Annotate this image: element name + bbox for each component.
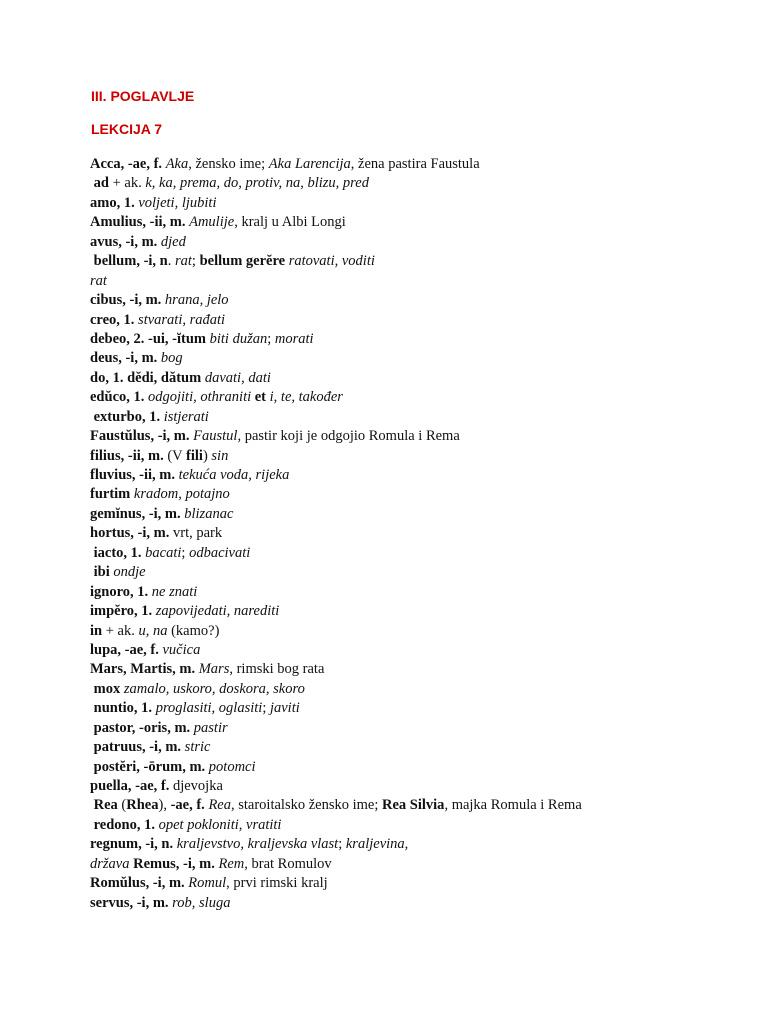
vocabulary-line — [90, 641, 730, 660]
vocabulary-line — [90, 855, 730, 874]
entry-term: cibus, -i, m. — [90, 292, 165, 309]
entry-term: regnum, -i, n. — [90, 836, 177, 853]
entry-meaning: Amulije — [189, 214, 235, 231]
vocabulary-line — [90, 369, 730, 388]
vocabulary-line — [90, 563, 730, 582]
entry-meaning: Faustul — [193, 428, 238, 445]
entry-meaning: davati, dati — [204, 369, 271, 386]
entry-meaning: bacati — [145, 544, 182, 561]
entry-meaning: kraljevstvo, kraljevska vlast — [176, 836, 339, 853]
entry-meaning: ratovati, voditi — [288, 253, 375, 270]
vocabulary-line — [90, 174, 730, 193]
entry-term: do, 1. dĕdi, dătum — [90, 369, 202, 386]
entry-term: servus, -i, m. — [90, 894, 173, 911]
entry-term: Rea — [90, 797, 118, 814]
entry-meaning: djed — [160, 233, 186, 250]
entry-term: filius, -ii, m. — [90, 447, 164, 464]
vocabulary-line — [90, 466, 730, 485]
vocabulary-line — [90, 388, 730, 407]
entry-term: postĕri, -ōrum, m. — [90, 758, 209, 775]
entry-meaning: kradom, potajno — [133, 486, 230, 503]
entry-meaning: proglasiti, oglasiti — [155, 700, 263, 717]
entry-term: in — [90, 622, 103, 639]
entry-meaning: Aka — [165, 156, 189, 172]
entry-meaning: zamalo, uskoro, doskora, skoro — [123, 680, 305, 697]
entry-meaning: potomci — [208, 758, 256, 775]
entry-term: edŭco, 1. — [90, 389, 148, 406]
entry-term: fili — [186, 447, 203, 464]
entry-text: , majka Romula i Rema — [444, 797, 582, 814]
vocabulary-line — [90, 213, 730, 232]
entry-text: + ak. — [102, 622, 139, 639]
entry-term: amo, 1. — [90, 194, 139, 211]
entry-meaning: morati — [274, 330, 314, 347]
entry-text: (kamo?) — [167, 622, 220, 639]
entry-term: puella, -ae, f. — [90, 778, 173, 794]
entry-term: lupa, -ae, f. — [90, 641, 163, 658]
entry-term: Acca, -ae, f. — [90, 156, 166, 172]
entry-term: pastor, -oris, m. — [90, 719, 194, 736]
entry-meaning: u, na — [138, 622, 168, 639]
entry-meaning: voljeti, ljubiti — [138, 194, 217, 211]
entry-term: Romŭlus, -i, m. — [90, 875, 189, 892]
entry-term: fluvius, -ii, m. — [90, 467, 179, 483]
entry-meaning: stric — [184, 739, 211, 756]
vocabulary-line — [90, 155, 730, 174]
entry-term: furtim — [90, 486, 131, 503]
entry-text: ( — [117, 797, 127, 814]
lesson-heading: LEKCIJA 7 — [91, 121, 163, 137]
entry-meaning: rat — [175, 253, 192, 270]
entry-term: mox — [90, 680, 121, 697]
entry-text: vrt, park — [172, 525, 223, 542]
vocabulary-line — [90, 311, 730, 330]
vocabulary-line — [90, 680, 730, 699]
entry-term: gemĭnus, -i, m. — [90, 505, 185, 522]
entry-meaning: k, ka, prema, do, protiv, na, blizu, pred — [145, 175, 369, 192]
entry-text: ; — [191, 253, 200, 270]
entry-term: redono, 1. — [90, 816, 159, 833]
entry-meaning: tekuća voda, rijeka — [178, 467, 290, 483]
entry-text: . — [167, 253, 175, 270]
entry-meaning: istjerati — [163, 408, 209, 425]
entry-text: , rimski bog rata — [229, 661, 325, 678]
entry-text: ; — [338, 836, 346, 853]
entry-term: ad — [90, 175, 109, 192]
vocabulary-line — [90, 524, 730, 543]
entry-term: Faustŭlus, -i, m. — [90, 428, 194, 445]
entry-term: nuntio, 1. — [90, 700, 156, 717]
entry-meaning: država — [90, 855, 134, 872]
vocabulary-line — [90, 272, 730, 291]
vocabulary-line — [90, 447, 730, 466]
entry-term: Rea Silvia — [382, 797, 445, 814]
entry-term: Amulius, -ii, m. — [90, 214, 190, 231]
vocabulary-line — [90, 233, 730, 252]
vocabulary-line — [90, 874, 730, 893]
entry-term: debeo, 2. -ui, -ĭtum — [90, 330, 206, 347]
entry-meaning: odbacivati — [189, 544, 251, 561]
vocabulary-line — [90, 349, 730, 368]
vocabulary-line — [90, 505, 730, 524]
vocabulary-line — [90, 777, 730, 796]
entry-meaning: opet pokloniti, vratiti — [158, 816, 282, 833]
entry-term: avus, -i, m. — [90, 233, 161, 250]
vocabulary-line — [90, 894, 730, 913]
vocabulary-line — [90, 796, 730, 815]
vocabulary-line — [90, 660, 730, 679]
vocabulary-line — [90, 758, 730, 777]
entry-term: -ae, f. — [170, 797, 209, 814]
entry-text: ), — [158, 797, 171, 814]
entry-term: Remus, -i, m. — [133, 855, 219, 872]
vocabulary-line — [90, 602, 730, 621]
entry-term: deus, -i, m. — [90, 350, 161, 367]
entry-text: djevojka — [172, 778, 223, 794]
entry-text: , žena pastira Faustula — [350, 156, 480, 172]
entry-term: et — [254, 389, 267, 406]
vocabulary-line — [90, 699, 730, 718]
entry-meaning: pastir — [193, 719, 228, 736]
entry-text: ; — [181, 544, 190, 561]
vocabulary-line — [90, 194, 730, 213]
vocabulary-line — [90, 583, 730, 602]
entry-meaning: i, te, također — [269, 389, 343, 406]
entry-term: hortus, -i, m. — [90, 525, 173, 542]
entry-text: , brat Romulov — [244, 855, 332, 872]
entry-term: ignoro, 1. — [90, 583, 152, 600]
vocabulary-line — [90, 738, 730, 757]
entry-text: , staroitalsko žensko ime; — [230, 797, 382, 814]
entry-meaning: ondje — [113, 564, 146, 581]
entry-meaning: blizanac — [184, 505, 234, 522]
entry-term: iacto, 1. — [90, 544, 146, 561]
vocabulary-line — [90, 835, 730, 854]
entry-meaning: biti dužan — [209, 330, 268, 347]
entry-meaning: sin — [211, 447, 229, 464]
vocabulary-line — [90, 816, 730, 835]
entry-meaning: Rea — [208, 797, 231, 814]
vocabulary-line — [90, 427, 730, 446]
entry-term: bellum gerĕre — [199, 253, 286, 270]
chapter-heading: III. POGLAVLJE — [91, 88, 195, 104]
vocabulary-line — [90, 719, 730, 738]
entry-meaning: Romul — [188, 875, 227, 892]
entry-text: ; — [267, 330, 275, 347]
entry-term: exturbo, 1. — [90, 408, 164, 425]
entry-meaning: vučica — [162, 641, 201, 658]
vocabulary-line — [90, 408, 730, 427]
entry-text: , kralj u Albi Longi — [234, 214, 346, 231]
entry-term: Rhea — [126, 797, 159, 814]
entry-text: + ak. — [108, 175, 146, 192]
entry-meaning: stvarati, rađati — [138, 311, 226, 328]
entry-text: (V — [163, 447, 187, 464]
entry-term: Mars, Martis, m. — [90, 661, 199, 678]
entry-meaning: hrana, jelo — [164, 292, 229, 309]
vocabulary-line — [90, 291, 730, 310]
vocabulary-line — [90, 252, 730, 271]
vocabulary-line — [90, 622, 730, 641]
entry-term: ibi — [90, 564, 110, 581]
entry-term: creo, 1. — [90, 311, 139, 328]
entry-meaning: ne znati — [151, 583, 198, 600]
entry-meaning: javiti — [269, 700, 300, 717]
entry-text: ; — [262, 700, 270, 717]
vocabulary-line — [90, 330, 730, 349]
entry-term: impĕro, 1. — [90, 603, 156, 620]
vocabulary-list — [90, 155, 730, 913]
entry-meaning: Aka Larencija — [268, 156, 351, 172]
entry-text: , pastir koji je odgojio Romula i Rema — [237, 428, 460, 445]
entry-meaning: rob, sluga — [172, 894, 231, 911]
entry-meaning: zapovijedati, narediti — [155, 603, 280, 620]
entry-text: , prvi rimski kralj — [226, 875, 328, 892]
entry-text: ) — [202, 447, 212, 464]
vocabulary-line — [90, 485, 730, 504]
entry-meaning: Mars — [198, 661, 230, 678]
entry-meaning: odgojiti, othraniti — [148, 389, 255, 406]
entry-meaning: kraljevina, — [345, 836, 409, 853]
vocabulary-line — [90, 544, 730, 563]
entry-meaning: Rem — [218, 855, 245, 872]
entry-meaning: rat — [90, 272, 107, 289]
entry-term: bellum, -i, n — [90, 253, 168, 270]
entry-text: , žensko ime; — [188, 156, 269, 172]
entry-term: patruus, -i, m. — [90, 739, 185, 756]
entry-meaning: bog — [160, 350, 183, 367]
